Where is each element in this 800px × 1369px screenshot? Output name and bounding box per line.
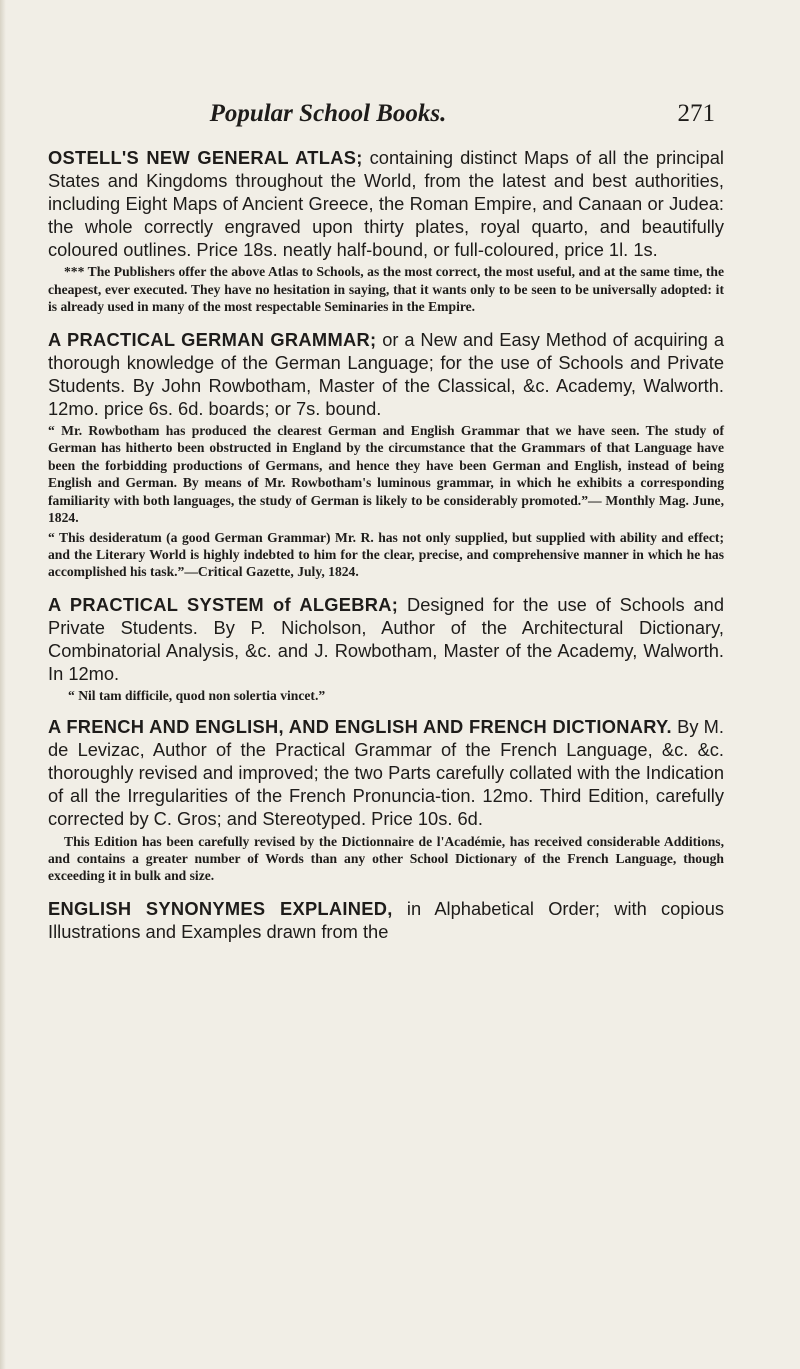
entry-title: OSTELL'S NEW GENERAL ATLAS; xyxy=(48,147,363,168)
review-quote: “ Mr. Rowbotham has produced the clearest German and English Grammar that we have seen. The study of German has hitherto been obstructed in England by the circumstance that the Grammars of that Language have been the forbidding productions of Germans, and hence they have been German and English, instead of being English and German. By means of Mr. Rowbotham's luminous grammar, in which he exhibits a corresponding familiarity with both languages, the study of German is likely to be considerably promoted.”— Monthly Mag. June, 1824. xyxy=(48,423,724,526)
entry-description: By M. de Levizac, Author of the Practical Grammar of the French Language, &c. &c. thoroughly revised and improved; the two Parts carefully collated with the Indication of all the Irregularities of the French Pronuncia-tion. 12mo. Third Edition, carefully corrected by C. Gros; and Stereotyped. Price 10s. 6d. xyxy=(48,716,724,830)
entry-title: A FRENCH AND ENGLISH, AND ENGLISH AND FRENCH DICTIONARY. xyxy=(48,716,672,738)
entry-description: Designed for the use of Schools and Private Students. By P. Nicholson, Author of the Architectural Dictionary, Combinatorial Analysis, &c. and J. Rowbotham, Master of the Academy, Walworth. In 12mo. xyxy=(48,593,724,684)
entry-text xyxy=(48,593,724,685)
edition-note: This Edition has been carefully revised by the Dictionnaire de l'Académie, has received considerable Additions, and contains a greater number of Words than any other School Dictionary of the French Language, though exceeding it in bulk and size. xyxy=(48,833,724,884)
publisher-note: *** The Publishers offer the above Atlas to Schools, as the most correct, the most useful, and at the same time, the cheapest, ever executed. They have no hesitation in saying, that it wants only to be seen to be universally adopted: it is already used in many of the most respectable Seminaries in the Empire. xyxy=(48,264,724,315)
review-quote: “ This desideratum (a good German Grammar) Mr. R. has not only supplied, but supplied with ability and effect; and the Literary World is highly indebted to him for the clear, precise, and comprehensive manner in which he has accomplished his task.”—Critical Gazette, July, 1824. xyxy=(48,529,724,580)
entry-atlas xyxy=(48,146,724,316)
entry-description: in Alphabetical Order; with copious Illustrations and Examples drawn from the xyxy=(48,897,725,942)
entry-text xyxy=(48,328,724,420)
page-header xyxy=(0,100,800,140)
entry-text xyxy=(48,897,724,943)
entry-title: A PRACTICAL GERMAN GRAMMAR; xyxy=(48,328,377,350)
entry-text xyxy=(48,715,724,830)
entry-description: or a New and Easy Method of acquiring a thorough knowledge of the German Language; for the use of Schools and Private Students. By John Rowbotham, Master of the Classical, &c. Academy, Walworth. 12mo. price 6s. 6d. boards; or 7s. bound. xyxy=(48,328,724,419)
page-gutter xyxy=(0,0,6,1369)
entry-algebra xyxy=(48,593,724,705)
page-content xyxy=(48,146,724,949)
latin-motto: “ Nil tam difficile, quod non solertia vincet.” xyxy=(68,688,326,704)
entry-text xyxy=(48,146,724,261)
entry-synonymes xyxy=(48,897,724,943)
entry-french-dictionary xyxy=(48,715,724,885)
entry-title: ENGLISH SYNONYMES EXPLAINED, xyxy=(48,897,393,919)
entry-german-grammar xyxy=(48,328,724,581)
entry-description: containing distinct Maps of all the principal States and Kingdoms throughout the World, from the latest and best authorities, including Eight Maps of Ancient Greece, the Roman Empire, and Canaan or Judea: the whole correctly engraved upon thirty plates, royal quarto, and beautifully coloured outlines. Price 18s. neatly half-bound, or full-coloured, price 1l. 1s. xyxy=(48,147,724,261)
running-head: Popular School Books. xyxy=(209,100,447,127)
entry-title: A PRACTICAL SYSTEM of ALGEBRA; xyxy=(48,593,399,615)
page-number: 271 xyxy=(677,100,715,127)
